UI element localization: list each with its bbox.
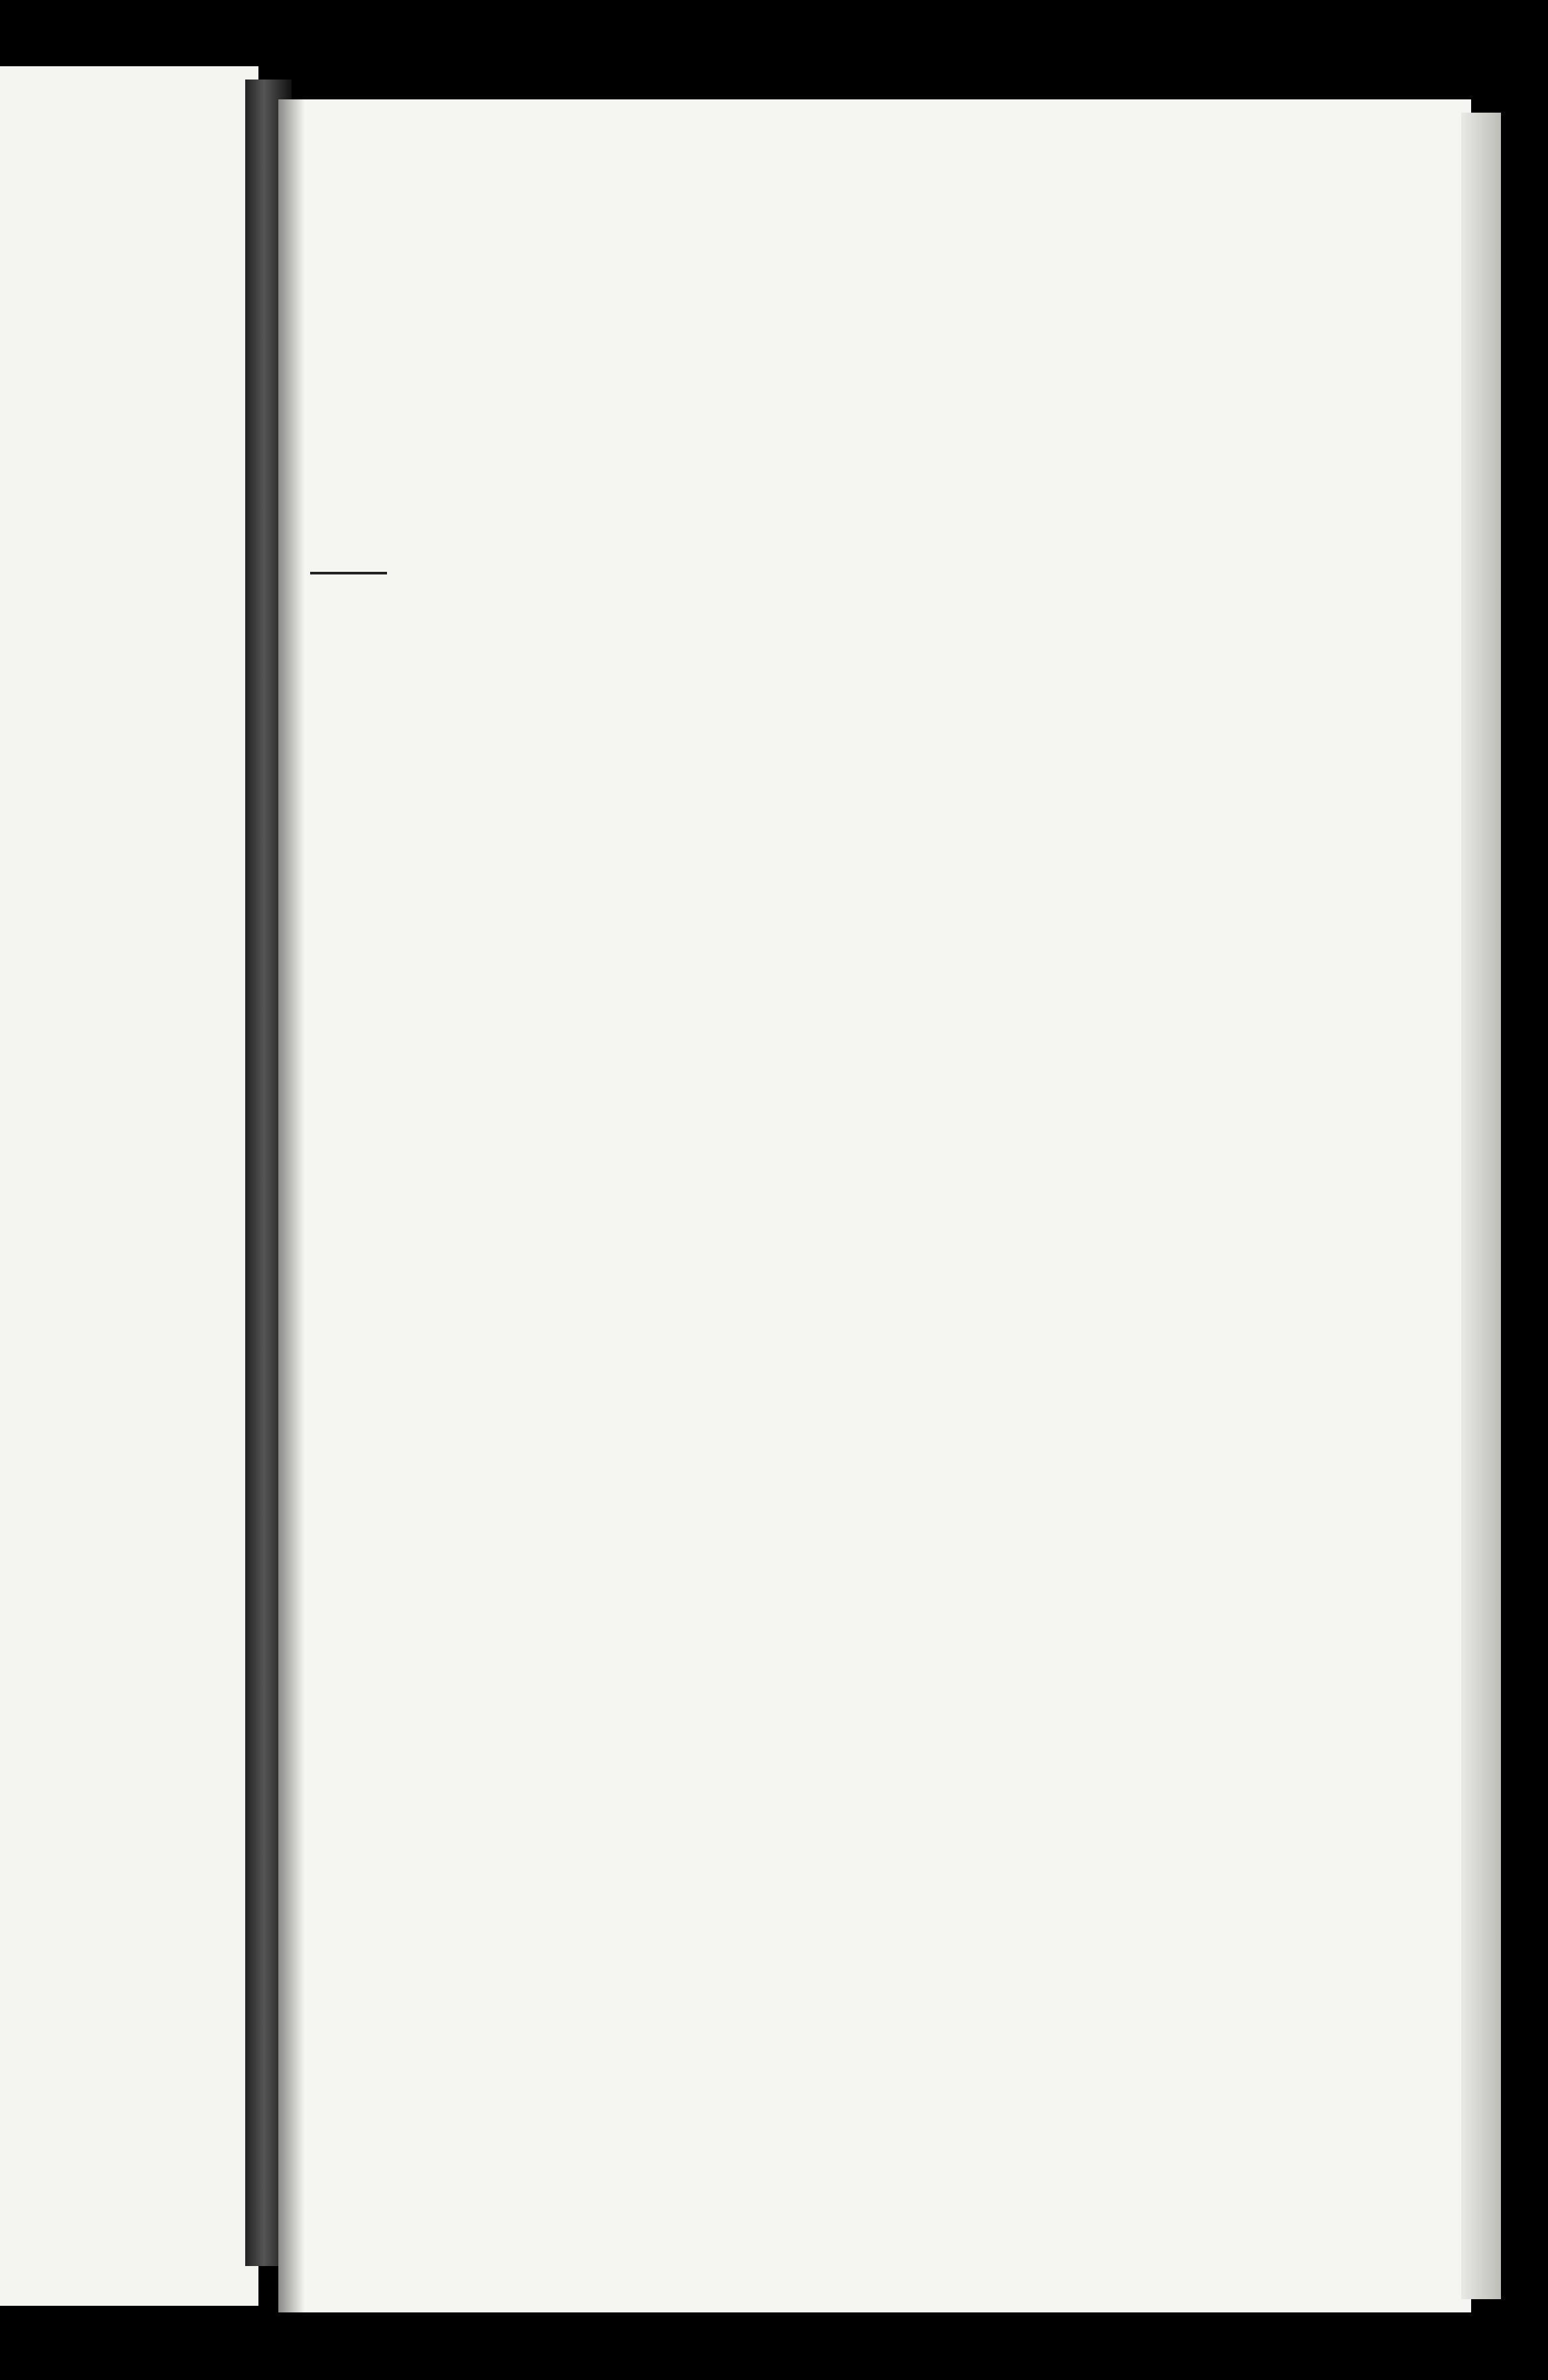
right-page [278, 99, 1471, 2312]
proclamation [305, 580, 1272, 581]
page-edge [1461, 113, 1501, 2299]
binding-shadow [278, 99, 305, 2312]
section-rule [310, 572, 387, 574]
left-page [0, 66, 258, 2306]
